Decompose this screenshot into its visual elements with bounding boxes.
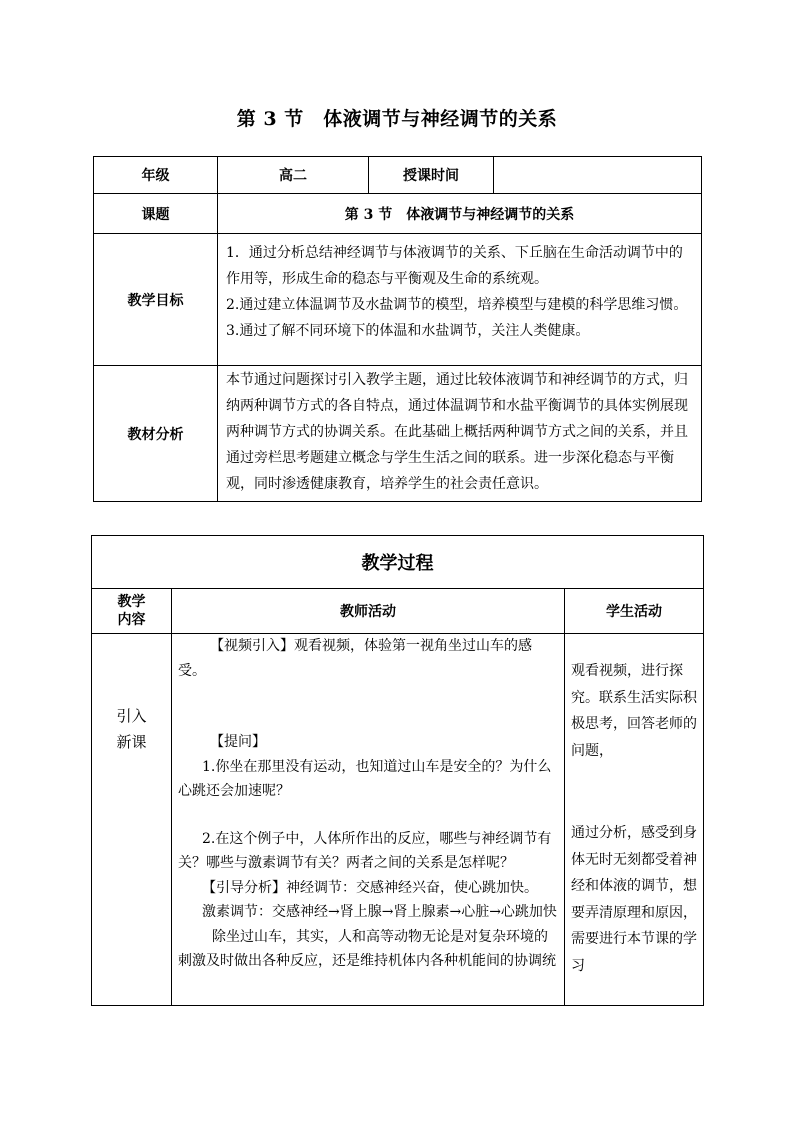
teacher-activity [172, 634, 565, 1006]
analysis-label: 教材分析 [94, 366, 218, 502]
question-2: 2.在这个例子中，人体所作出的反应，哪些与神经调节有关？哪些与激素调节有关？两者之间的关系是怎样呢？ [178, 830, 552, 871]
content-line: 新课 [116, 733, 147, 751]
col-content-line: 内容 [117, 612, 146, 628]
goals-cell [218, 234, 702, 366]
grade-label: 年级 [94, 157, 218, 194]
col-student-header: 学生活动 [565, 589, 704, 634]
process-table [91, 535, 704, 1006]
analysis-text: 本节通过问题探讨引入教学主题，通过比较体液调节和神经调节的方式，归纳两种调节方式的各自特点，通过体温调节和水盐平衡调节的具体实例展现两种调节方式的协调关系。在此基础上概括两种调节方式之间的关系，并且通过旁栏思考题建立概念与学生生活之间的联系。进一步深化稳态与平衡观，同时渗透健康教育，培养学生的社会责任意识。 [218, 366, 702, 502]
besides-text: 除坐过山车，其实，人和高等动物无论是对复杂环境的刺激及时做出各种反应，还是维持机体内各种机能间的协调统 [178, 928, 556, 969]
goal-item: 3.通过了解不同环境下的体温和水盐调节，关注人类健康。 [226, 323, 590, 339]
topic-label: 课题 [94, 194, 218, 234]
grade-value: 高二 [218, 157, 369, 194]
process-title: 教学过程 [92, 536, 704, 589]
video-intro: 【视频引入】观看视频，体验第一视角坐过山车的感受。 [178, 638, 532, 679]
student-activity [565, 634, 704, 1006]
content-line: 引入 [116, 707, 147, 725]
goals-label: 教学目标 [94, 234, 218, 366]
student-note-2: 通过分析，感受到身体无时无刻都受着神经和体液的调节，想要弄清原理和原因，需要进行本节课的学习 [571, 825, 697, 974]
page-title: 第 3 节 体液调节与神经调节的关系 [236, 108, 558, 130]
time-value [494, 157, 702, 194]
question-heading: 【提问】 [210, 734, 266, 750]
goal-item: 2.通过建立体温调节及水盐调节的模型，培养模型与建模的科学思维习惯。 [226, 297, 688, 313]
topic-value: 第 3 节 体液调节与神经调节的关系 [218, 194, 702, 234]
guide-analysis: 【引导分析】神经调节：交感神经兴奋，使心跳加快。 [202, 879, 538, 896]
question-1: 1.你坐在那里没有运动，也知道过山车是安全的？为什么心跳还会加速呢？ [178, 758, 552, 799]
col-content-line: 教学 [117, 594, 146, 610]
time-label: 授课时间 [369, 157, 494, 194]
hormone-regulation: 激素调节：交感神经→肾上腺→肾上腺素→心脏→心跳加快 [202, 904, 557, 920]
student-note-1: 观看视频，进行探究。联系生活实际积极思考，回答老师的问题， [571, 663, 697, 759]
col-content-header [92, 589, 172, 634]
col-teacher-header: 教师活动 [172, 589, 565, 634]
row-content-intro [92, 634, 172, 1006]
goal-item: 1．通过分析总结神经调节与体液调节的关系、下丘脑在生命活动调节中的作用等，形成生命的稳态与平衡观及生命的系统观。 [226, 245, 683, 287]
info-table [93, 156, 702, 502]
